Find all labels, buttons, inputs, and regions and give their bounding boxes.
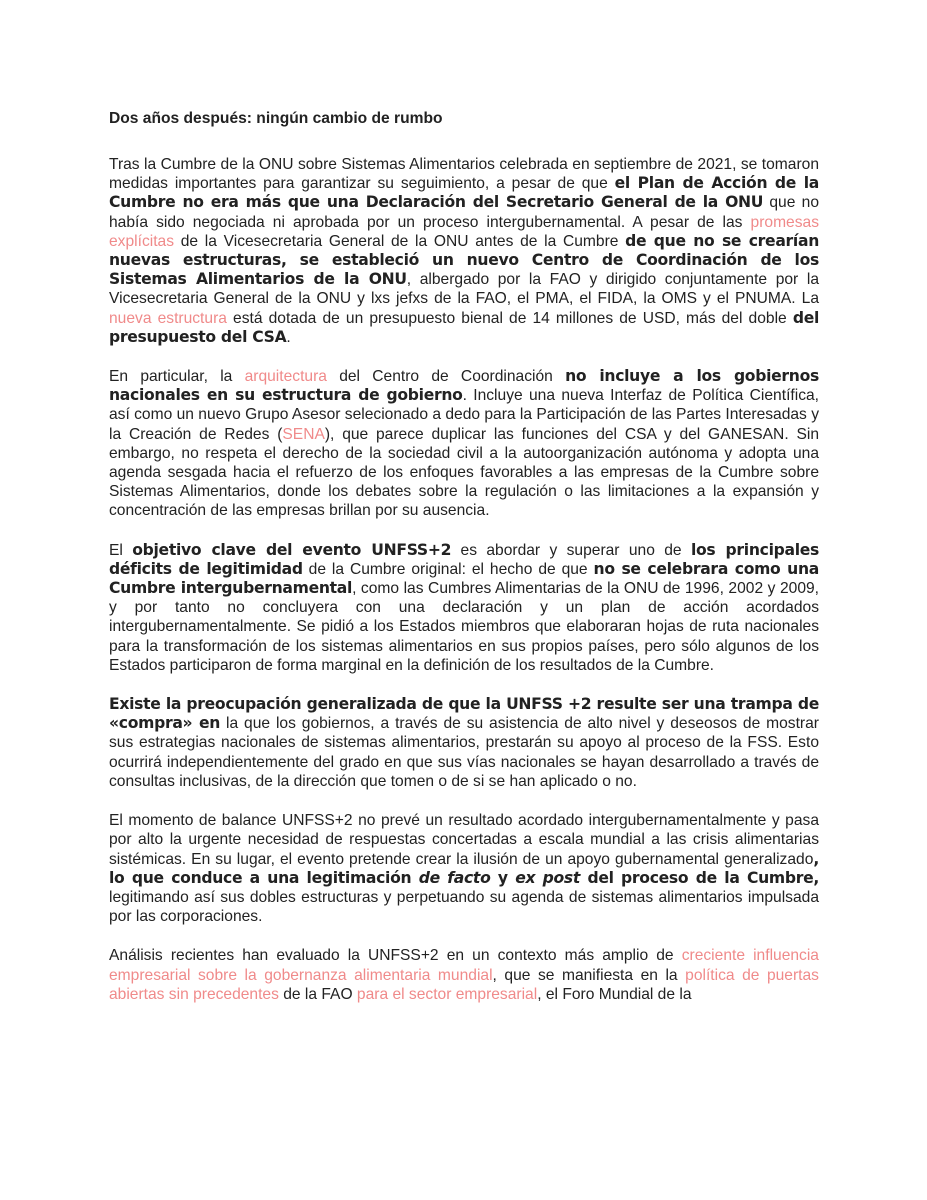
link-sector-empresarial[interactable]: para el sector empresarial xyxy=(356,985,538,1003)
section-heading: Dos años después: ningún cambio de rumbo xyxy=(109,110,443,127)
paragraph-4: Existe la preocupación generalizada de que la UNFSS +2 resulte ser una trampa de «compra» en la que los gobiernos, a través de su asistencia de alto nivel y deseosos de mostrar sus estrategias nacionales de sistemas alimentarios, prestarán su apoyo al proceso de la FSS. Esto ocurrirá independientemente del grado en que sus vías nacionales se hayan desarrollado a través de consultas inclusivas, de la dirección que tomen o de si se han aplicado o no. xyxy=(109,695,819,790)
paragraph-1: Tras la Cumbre de la ONU sobre Sistemas Alimentarios celebrada en septiembre de 2021, se tomaron medidas importantes para garantizar su seguimiento, a pesar de que el Plan de Acción de la Cumbre no era más que una Declaración del Secretario General de la ONU que no había sido negociada ni aprobada por un proceso intergubernamental. A pesar de las promesas explícitas de la Vicesecretaria General de la ONU antes de la Cumbre de que no se crearían nuevas estructuras, se estableció un nuevo Centro de Coordinación de los Sistemas Alimentarios de la ONU, albergado por la FAO y dirigido conjuntamente por la Vicesecretaria General de la ONU y lxs jefxs de la FAO, el PMA, el FIDA, la OMS y el PNUMA. La nueva estructura está dotada de un presupuesto bienal de 14 millones de USD, más del doble del presupuesto del CSA. xyxy=(109,156,820,346)
link-arquitectura[interactable]: arquitectura xyxy=(244,368,327,386)
paragraph-2: En particular, la arquitectura del Centro de Coordinación no incluye a los gobiernos nacionales en su estructura de gobierno. Incluye una nueva Interfaz de Política Científica, así como un nuevo Grupo Asesor selecionado a dedo para la Participación de las Partes Interesadas y la Creación de Redes (SENA), que parece duplicar las funciones del CSA y del GANESAN. Sin embargo, no respeta el derecho de la sociedad civil a la autoorganización autónoma y adopta una agenda sesgada hacia el refuerzo de los enfoques favorables a las empresas de la Cumbre sobre Sistemas Alimentarios, donde los debates sobre la regulación o las limitaciones a la expansión y concentración de las empresas brillan por su ausencia. xyxy=(109,367,819,520)
paragraph-5: El momento de balance UNFSS+2 no prevé un resultado acordado intergubernamentalmente y pasa por alto la urgente necesidad de respuestas concertadas a escala mundial a las crisis alimentarias sistémicas. En su lugar, el evento pretende crear la ilusión de un apoyo gubernamental generalizado, lo que conduce a una legitimación de facto y ex post del proceso de la Cumbre, legitimando así sus dobles estructuras y perpetuando su agenda de sistemas alimentarios impulsada por las corporaciones. xyxy=(109,812,819,926)
document-page xyxy=(109,108,819,1024)
link-nueva-estructura[interactable]: nueva estructura xyxy=(109,309,227,327)
link-promesas-explicitas[interactable]: promesas explícitas xyxy=(109,213,819,250)
paragraph-6: Análisis recientes han evaluado la UNFSS+2 en un contexto más amplio de creciente influencia empresarial sobre la gobernanza alimentaria mundial, que se manifiesta en la política de puertas abiertas sin precedentes de la FAO para el sector empresarial, el Foro Mundial de la xyxy=(109,947,819,1003)
link-politica-puertas-abiertas[interactable]: política de puertas abiertas sin precedentes xyxy=(109,966,819,1003)
paragraph-3: El objetivo clave del evento UNFSS+2 es abordar y superar uno de los principales déficits de legitimidad de la Cumbre original: el hecho de que no se celebrara como una Cumbre intergubernamental, como las Cumbres Alimentarias de la ONU de 1996, 2002 y 2009, y por tanto no concluyera con una declaración y un plan de acción acordados intergubernamentalmente. Se pidió a los Estados miembros que elaboraran hojas de ruta nacionales para la transformación de los sistemas alimentarios en sus propios países, pero sólo algunos de los Estados participaron de forma marginal en la definición de los resultados de la Cumbre. xyxy=(109,540,820,674)
link-creciente-influencia[interactable]: creciente influencia empresarial sobre la gobernanza alimentaria mundial xyxy=(109,947,819,984)
link-sena[interactable]: SENA xyxy=(282,425,325,443)
